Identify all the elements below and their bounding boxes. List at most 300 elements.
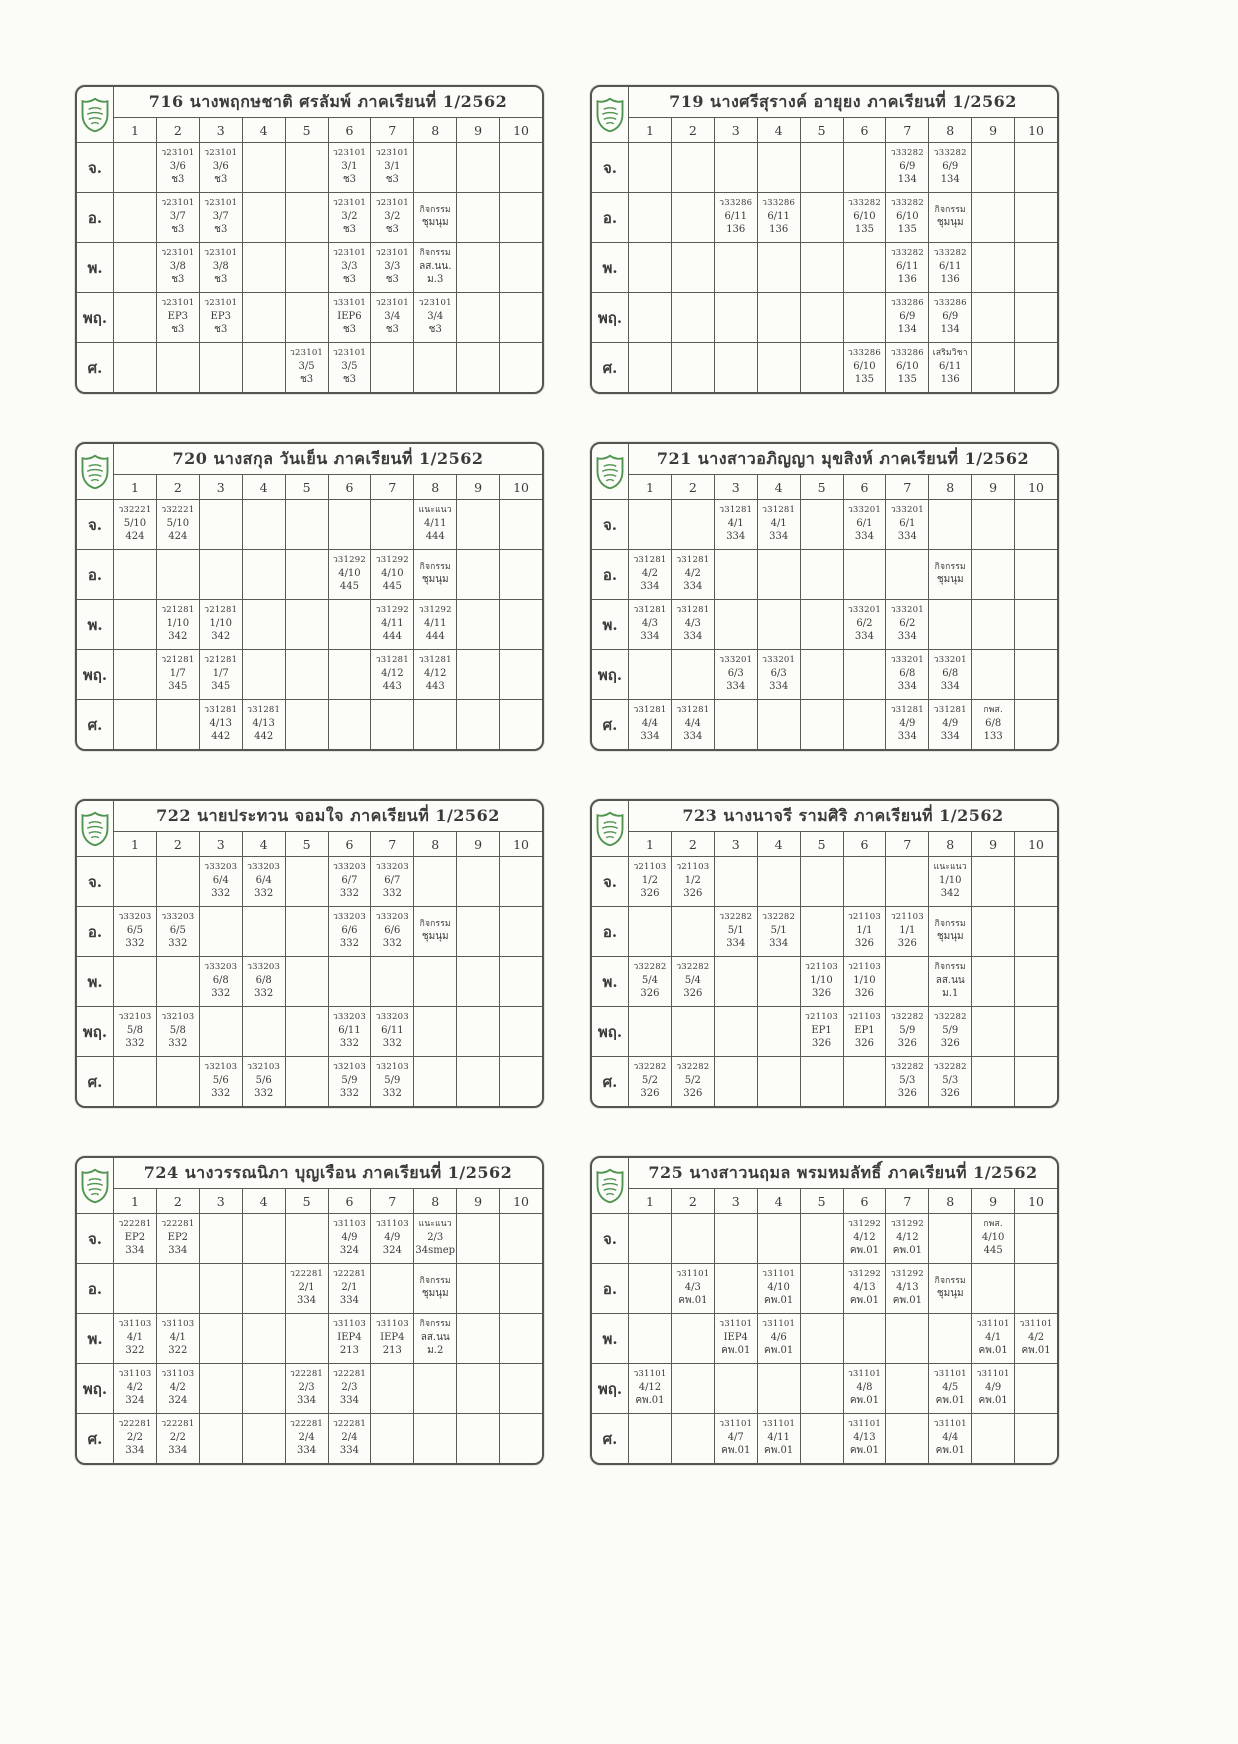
schedule-cell (715, 700, 757, 749)
schedule-cell (329, 193, 371, 242)
cell-line: ว33203 (332, 1012, 366, 1023)
schedule-cell (758, 650, 800, 699)
day-label: จ. (77, 1214, 113, 1263)
schedule-cell (672, 343, 714, 392)
schedule-cell (1015, 957, 1057, 1006)
schedule-cell (929, 700, 971, 749)
cell-line: ว31281 (762, 505, 796, 516)
cell-line: 332 (382, 1088, 402, 1100)
cell-line: ว22281 (161, 1219, 195, 1230)
schedule-cell (715, 1264, 757, 1313)
cell-line: คพ.01 (978, 1395, 1008, 1407)
school-logo-icon (77, 444, 113, 499)
cell-line: ว32221 (161, 505, 195, 516)
timetable-card-724 (75, 1156, 544, 1465)
cell-line: ว31103 (118, 1369, 152, 1380)
cell-line: ช3 (342, 374, 357, 386)
schedule-cell (243, 293, 285, 342)
cell-line: 2/2 (126, 1431, 143, 1443)
cell-line: 4/4 (942, 1431, 959, 1443)
schedule-cell (758, 1007, 800, 1056)
cell-line: 6/6 (341, 924, 358, 936)
period-header-3: 3 (715, 475, 757, 499)
cell-line: ชุมนุม (936, 574, 964, 586)
cell-line: 4/13 (853, 1281, 876, 1293)
cell-line: 334 (897, 531, 917, 543)
cell-line: 326 (940, 1088, 960, 1100)
period-header-10: 10 (500, 832, 542, 856)
cell-line: 444 (425, 531, 445, 543)
schedule-cell (157, 343, 199, 392)
cell-line: ว31292 (847, 1269, 881, 1280)
cell-line: ว23101 (375, 298, 409, 309)
cell-line: 6/8 (255, 974, 272, 986)
schedule-cell (629, 1414, 671, 1463)
cell-line: 445 (382, 581, 402, 593)
schedule-cell (414, 1414, 456, 1463)
schedule-cell (500, 700, 542, 749)
cell-line: ว22281 (290, 1419, 324, 1430)
cell-line: ช3 (385, 274, 399, 286)
schedule-cell (457, 600, 499, 649)
schedule-cell (886, 1007, 928, 1056)
day-label: จ. (77, 500, 113, 549)
cell-line: ว31101 (976, 1369, 1010, 1380)
cell-line: 2/2 (169, 1431, 186, 1443)
day-label: พฤ. (592, 1364, 628, 1413)
period-header-4: 4 (758, 475, 800, 499)
schedule-cell (715, 143, 757, 192)
cell-line: ว23101 (204, 248, 238, 259)
day-label: อ. (77, 907, 113, 956)
schedule-cell (886, 143, 928, 192)
schedule-cell (243, 1414, 285, 1463)
cell-line: แนะแนว (418, 505, 452, 516)
schedule-cell (758, 907, 800, 956)
cell-line: 342 (168, 631, 188, 643)
schedule-cell (371, 957, 413, 1006)
period-header-6: 6 (329, 118, 371, 142)
cell-line: 6/11 (767, 210, 790, 222)
schedule-cell (972, 550, 1014, 599)
schedule-cell (844, 1314, 886, 1363)
schedule-cell (629, 907, 671, 956)
cell-line: 3/3 (341, 260, 358, 272)
schedule-cell (844, 907, 886, 956)
cell-line: ว23101 (204, 298, 238, 309)
cell-line: 4/4 (641, 717, 658, 729)
schedule-cell (672, 193, 714, 242)
cell-line: 4/11 (424, 617, 447, 629)
schedule-cell (371, 700, 413, 749)
period-header-7: 7 (886, 1189, 928, 1213)
cell-line: ว32103 (247, 1062, 281, 1073)
schedule-cell (200, 293, 242, 342)
cell-line: 4/2 (641, 567, 658, 579)
cell-line: 1/10 (810, 974, 833, 986)
schedule-cell (1015, 857, 1057, 906)
schedule-cell (114, 907, 156, 956)
cell-line: ว31292 (332, 555, 366, 566)
schedule-cell (329, 1314, 371, 1363)
schedule-cell (715, 293, 757, 342)
schedule-cell (414, 193, 456, 242)
cell-line: คพ.01 (678, 1295, 708, 1307)
schedule-cell (844, 957, 886, 1006)
schedule-cell (157, 700, 199, 749)
cell-line: 334 (339, 1445, 359, 1457)
period-header-10: 10 (1015, 1189, 1057, 1213)
cell-line: 6/8 (212, 974, 229, 986)
period-header-3: 3 (715, 1189, 757, 1213)
cell-line: 444 (382, 631, 402, 643)
schedule-cell (200, 1414, 242, 1463)
cell-line: ว32282 (633, 962, 667, 973)
schedule-cell (1015, 193, 1057, 242)
schedule-cell (114, 600, 156, 649)
schedule-cell (243, 600, 285, 649)
cell-line: 213 (382, 1345, 402, 1357)
cell-line: ว31103 (118, 1319, 152, 1330)
cell-line: ว31101 (633, 1369, 667, 1380)
schedule-cell (629, 1007, 671, 1056)
schedule-cell (371, 193, 413, 242)
cell-line: 334 (726, 681, 746, 693)
schedule-cell (157, 293, 199, 342)
schedule-cell (758, 293, 800, 342)
cell-line: 4/3 (684, 617, 701, 629)
schedule-cell (929, 650, 971, 699)
schedule-cell (972, 1057, 1014, 1106)
schedule-cell (886, 857, 928, 906)
schedule-cell (715, 857, 757, 906)
cell-line: 334 (940, 731, 960, 743)
cell-line: ว31101 (933, 1419, 967, 1430)
schedule-cell (329, 1414, 371, 1463)
period-header-5: 5 (286, 1189, 328, 1213)
cell-line: 4/13 (252, 717, 275, 729)
schedule-cell (114, 1414, 156, 1463)
period-header-10: 10 (1015, 475, 1057, 499)
day-label: อ. (77, 1264, 113, 1313)
cell-line: 4/10 (981, 1231, 1005, 1243)
schedule-cell (371, 1264, 413, 1313)
schedule-cell (286, 293, 328, 342)
schedule-cell (672, 1364, 714, 1413)
cell-line: 4/10 (767, 1281, 790, 1293)
school-logo-icon (77, 87, 113, 142)
cell-line: ว33286 (890, 348, 924, 359)
cell-line: 4/9 (899, 717, 916, 729)
schedule-cell (414, 1364, 456, 1413)
cell-line: ว23101 (161, 298, 195, 309)
cell-line: ว31281 (633, 555, 667, 566)
schedule-cell (629, 1264, 671, 1313)
day-label: พฤ. (592, 1007, 628, 1056)
cell-line: 4/2 (684, 567, 701, 579)
cell-line: ว33203 (204, 962, 238, 973)
schedule-cell (1015, 1264, 1057, 1313)
cell-line: ว33201 (847, 505, 881, 516)
cell-line: 326 (854, 938, 874, 950)
cell-line: 345 (211, 681, 231, 693)
schedule-cell (286, 957, 328, 1006)
cell-line: 332 (382, 938, 402, 950)
cell-line: 3/7 (212, 210, 229, 222)
cell-line: ว32282 (676, 1062, 710, 1073)
cell-line: 34smep (415, 1245, 456, 1257)
schedule-cell (758, 550, 800, 599)
cell-line: ช3 (385, 174, 399, 186)
cell-line: 5/6 (212, 1074, 229, 1086)
cell-line: 6/5 (169, 924, 186, 936)
cell-line: 334 (854, 531, 874, 543)
schedule-cell (1015, 293, 1057, 342)
cell-line: 4/11 (767, 1431, 790, 1443)
period-header-6: 6 (844, 118, 886, 142)
schedule-cell (929, 243, 971, 292)
cell-line: ว33286 (847, 348, 881, 359)
schedule-cell (801, 1414, 843, 1463)
schedule-cell (286, 1314, 328, 1363)
period-header-4: 4 (243, 475, 285, 499)
cell-line: 3/8 (169, 260, 186, 272)
schedule-cell (200, 1007, 242, 1056)
cell-line: 4/1 (126, 1331, 143, 1343)
cell-line: 6/11 (939, 360, 962, 372)
cell-line: กิจกรรม (934, 919, 966, 930)
cell-line: 326 (640, 1088, 660, 1100)
cell-line: 326 (640, 888, 660, 900)
schedule-cell (672, 500, 714, 549)
schedule-cell (629, 343, 671, 392)
cell-line: 3/5 (341, 360, 358, 372)
schedule-cell (801, 1364, 843, 1413)
schedule-cell (886, 1414, 928, 1463)
day-label: พฤ. (77, 1007, 113, 1056)
cell-line: 3/4 (384, 310, 401, 322)
schedule-cell (758, 600, 800, 649)
cell-line: ว31101 (762, 1419, 796, 1430)
period-header-9: 9 (972, 475, 1014, 499)
schedule-cell (114, 1314, 156, 1363)
period-header-2: 2 (672, 832, 714, 856)
schedule-cell (243, 650, 285, 699)
cell-line: 334 (297, 1295, 317, 1307)
cell-line: 322 (168, 1345, 188, 1357)
cell-line: 326 (683, 888, 703, 900)
period-header-8: 8 (414, 475, 456, 499)
schedule-cell (414, 700, 456, 749)
period-header-7: 7 (371, 832, 413, 856)
cell-line: ว33203 (204, 862, 238, 873)
schedule-cell (414, 600, 456, 649)
cell-line: ว23101 (332, 148, 366, 159)
cell-line: 4/4 (684, 717, 701, 729)
cell-line: ว31281 (676, 705, 710, 716)
schedule-cell (286, 857, 328, 906)
cell-line: กิจกรรม (934, 962, 966, 973)
period-header-7: 7 (371, 1189, 413, 1213)
cell-line: ว33203 (247, 962, 281, 973)
period-header-4: 4 (243, 832, 285, 856)
cell-line: ว33201 (847, 605, 881, 616)
cell-line: 5/3 (942, 1074, 959, 1086)
schedule-cell (329, 143, 371, 192)
schedule-cell (844, 500, 886, 549)
schedule-cell (672, 1414, 714, 1463)
cell-line: 2/3 (298, 1381, 315, 1393)
schedule-cell (329, 1007, 371, 1056)
schedule-cell (844, 1214, 886, 1263)
schedule-cell (414, 1264, 456, 1313)
day-label: พ. (592, 1314, 628, 1363)
schedule-cell (157, 1364, 199, 1413)
schedule-cell (371, 1007, 413, 1056)
cell-line: 324 (382, 1245, 402, 1257)
schedule-cell (200, 907, 242, 956)
schedule-cell (200, 700, 242, 749)
schedule-cell (886, 550, 928, 599)
schedule-cell (758, 957, 800, 1006)
cell-line: 5/1 (727, 924, 744, 936)
schedule-cell (1015, 500, 1057, 549)
cell-line: 2/4 (341, 1431, 358, 1443)
period-header-9: 9 (457, 832, 499, 856)
cell-line: 2/3 (427, 1231, 444, 1243)
school-logo-icon (77, 801, 113, 856)
day-label: พ. (592, 243, 628, 292)
cell-line: 5/8 (169, 1024, 186, 1036)
cell-line: ว33201 (719, 655, 753, 666)
period-header-10: 10 (1015, 832, 1057, 856)
cell-line: IEP6 (337, 310, 362, 322)
schedule-cell (500, 1314, 542, 1363)
timetable-grid (75, 85, 1055, 1465)
cell-line: 332 (168, 938, 188, 950)
schedule-cell (114, 193, 156, 242)
cell-line: 4/13 (896, 1281, 919, 1293)
schedule-cell (243, 243, 285, 292)
cell-line: ว31281 (633, 605, 667, 616)
cell-line: ว33203 (375, 862, 409, 873)
schedule-cell (157, 1264, 199, 1313)
cell-line: 6/7 (341, 874, 358, 886)
day-label: จ. (592, 500, 628, 549)
cell-line: 134 (897, 174, 917, 186)
schedule-cell (844, 700, 886, 749)
cell-line: ว31292 (890, 1219, 924, 1230)
period-header-1: 1 (629, 475, 671, 499)
cell-line: IEP4 (337, 1331, 362, 1343)
schedule-cell (672, 1214, 714, 1263)
cell-line: กพส. (983, 1219, 1003, 1230)
schedule-cell (758, 343, 800, 392)
schedule-cell (801, 1214, 843, 1263)
cell-line: 1/10 (209, 617, 232, 629)
cell-line: ช3 (171, 324, 185, 336)
schedule-cell (801, 1007, 843, 1056)
cell-line: ว33203 (375, 912, 409, 923)
schedule-cell (286, 1057, 328, 1106)
cell-line: 1/10 (939, 874, 962, 886)
cell-line: 1/7 (169, 667, 186, 679)
schedule-cell (1015, 600, 1057, 649)
schedule-cell (758, 1314, 800, 1363)
schedule-cell (758, 1264, 800, 1313)
schedule-cell (500, 907, 542, 956)
schedule-cell (286, 343, 328, 392)
cell-line: 442 (254, 731, 274, 743)
cell-line: ว23101 (375, 198, 409, 209)
schedule-cell (972, 193, 1014, 242)
period-header-6: 6 (844, 832, 886, 856)
timetable-card-716 (75, 85, 544, 394)
cell-line: 334 (125, 1245, 145, 1257)
schedule-cell (929, 957, 971, 1006)
cell-line: ว32282 (762, 912, 796, 923)
schedule-cell (844, 293, 886, 342)
period-header-10: 10 (500, 118, 542, 142)
schedule-cell (414, 143, 456, 192)
cell-line: 332 (382, 1038, 402, 1050)
schedule-cell (886, 700, 928, 749)
cell-line: 3/4 (427, 310, 444, 322)
schedule-cell (801, 857, 843, 906)
schedule-cell (243, 550, 285, 599)
schedule-cell (157, 1057, 199, 1106)
schedule-cell (243, 957, 285, 1006)
schedule-cell (929, 550, 971, 599)
cell-line: 4/13 (209, 717, 232, 729)
cell-line: 5/1 (770, 924, 787, 936)
cell-line: ว33286 (719, 198, 753, 209)
cell-line: 5/9 (899, 1024, 916, 1036)
schedule-cell (371, 1057, 413, 1106)
schedule-cell (629, 293, 671, 342)
schedule-cell (801, 700, 843, 749)
cell-line: 2/1 (341, 1281, 358, 1293)
schedule-cell (200, 500, 242, 549)
schedule-cell (715, 1364, 757, 1413)
period-header-4: 4 (758, 832, 800, 856)
schedule-cell (886, 600, 928, 649)
schedule-cell (457, 1057, 499, 1106)
cell-line: ว23101 (204, 148, 238, 159)
cell-line: 135 (897, 374, 917, 386)
schedule-cell (1015, 1414, 1057, 1463)
schedule-cell (886, 957, 928, 1006)
period-header-5: 5 (801, 1189, 843, 1213)
schedule-cell (286, 1007, 328, 1056)
period-header-8: 8 (929, 475, 971, 499)
cell-line: 4/12 (638, 1381, 662, 1393)
schedule-cell (286, 193, 328, 242)
table-title: 723 นางนาจรี รามศิริ ภาคเรียนที่ 1/2562 (629, 801, 1057, 831)
cell-line: ว23101 (290, 348, 324, 359)
schedule-cell (286, 600, 328, 649)
day-label: พ. (77, 1314, 113, 1363)
cell-line: ว31292 (890, 1269, 924, 1280)
period-header-9: 9 (972, 1189, 1014, 1213)
cell-line: ว31101 (1019, 1319, 1053, 1330)
cell-line: 1/10 (853, 974, 876, 986)
schedule-cell (329, 500, 371, 549)
cell-line: 3/7 (169, 210, 186, 222)
cell-line: ว21103 (676, 862, 710, 873)
schedule-cell (629, 1057, 671, 1106)
schedule-cell (457, 957, 499, 1006)
